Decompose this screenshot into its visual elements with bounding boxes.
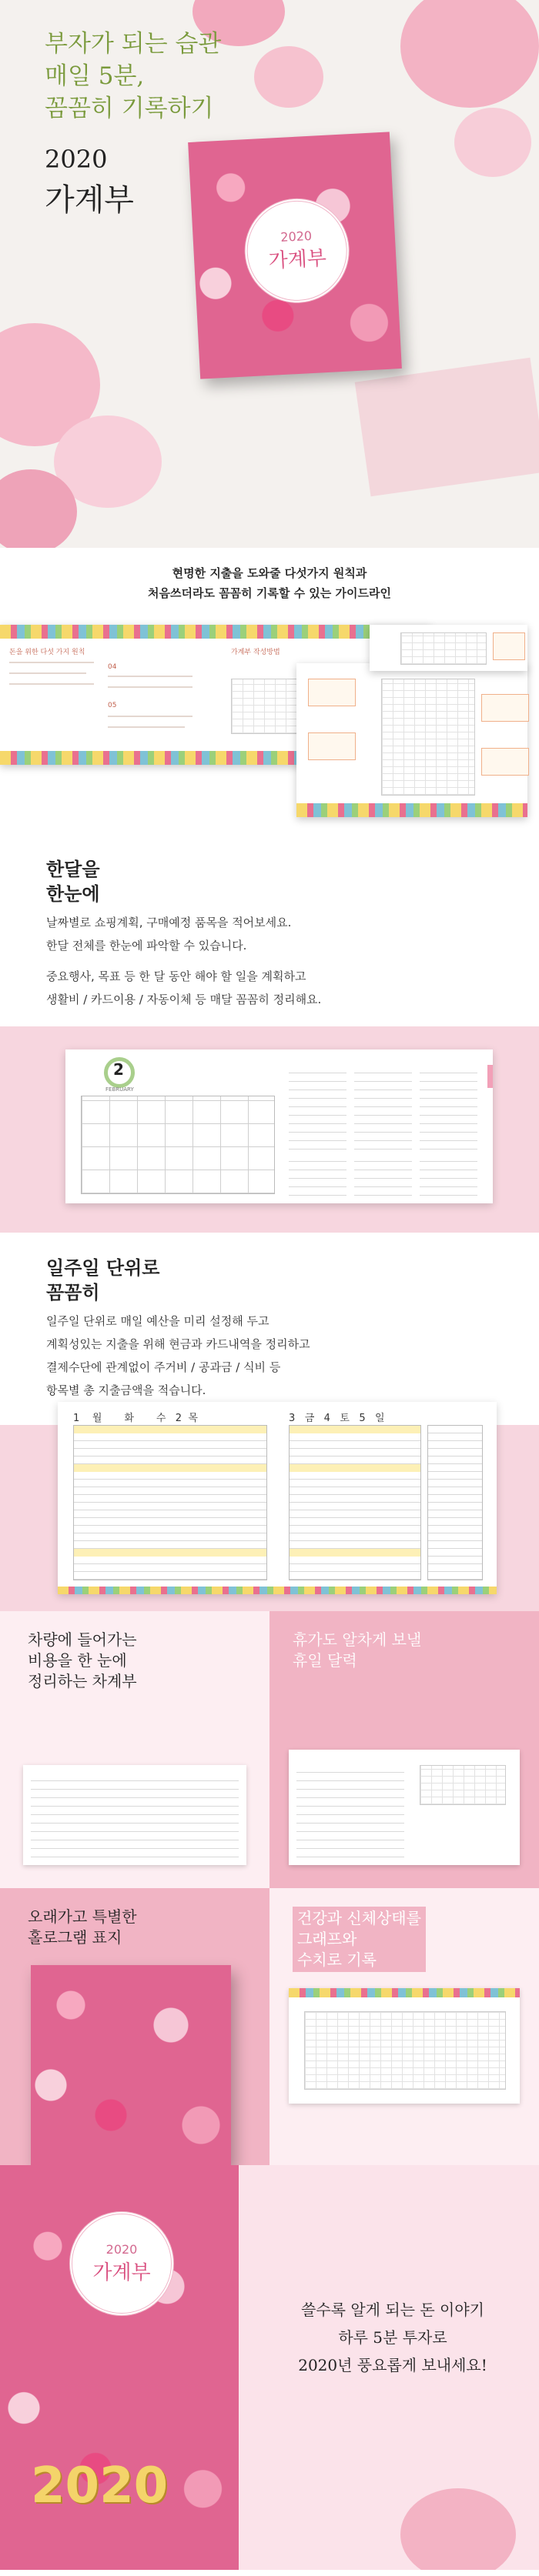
monthly-title: 한달을 한눈에	[46, 859, 100, 905]
weekly-planner: 1 월 화 수 2 목 3 금 4 토 5 일	[58, 1402, 497, 1594]
hologram-year: 2020	[31, 2458, 169, 2514]
feature-health-record: 건강과 신체상태를 그래프와 수치로 기록	[270, 1888, 539, 2165]
pink-envelope	[355, 358, 539, 497]
rose-decoration	[400, 2488, 516, 2570]
hero-section	[0, 0, 539, 548]
right-page-heading: 가계부 작성방법	[231, 649, 280, 656]
cover-closeup: 2020 가계부 2020	[0, 2165, 239, 2570]
monthly-description: 날짜별로 쇼핑계획, 구매예정 품목을 적어보세요. 한달 전체를 한눈에 파악할 수 있습니다. 중요행사, 목표 등 한 달 동안 해야 할 일을 계획하고 생활비 / 카드이용 / 자동이체 등 매달 꼼꼼히 정리해요.	[46, 916, 322, 1006]
rose-decoration	[400, 0, 539, 108]
rose-decoration	[454, 108, 531, 177]
left-page-heading: 돈을 위한 다섯 가지 원칙	[9, 649, 85, 656]
calendar-grid	[81, 1096, 275, 1194]
guide-section	[0, 548, 539, 834]
feature-holiday-calendar: 휴가도 알차게 보낼 휴일 달력	[270, 1611, 539, 1888]
hero-title: 가계부	[45, 182, 134, 218]
weekly-section	[0, 1233, 539, 1611]
book-cover	[188, 132, 402, 379]
closing-section	[0, 2165, 539, 2570]
closing-text: 쓸수록 알게 되는 돈 이야기 하루 5분 투자로 2020년 풍요롭게 보내세요!	[298, 2301, 487, 2374]
monthly-planner	[65, 1049, 493, 1203]
weekly-title: 일주일 단위로 꼼꼼히	[46, 1257, 160, 1303]
bookmark-tab	[487, 1065, 493, 1088]
month-number: 2	[113, 1060, 124, 1079]
guide-headline: 현명한 지출을 도와줄 다섯가지 원칙과 처음쓰더라도 꼼꼼히 기록할 수 있는 가이드라인	[148, 566, 391, 600]
weekly-description: 일주일 단위로 매일 예산을 미리 설정해 두고 계획성있는 지출을 위해 현금과 카드내역을 정리하고 결제수단에 관계없이 주거비 / 공과금 / 식비 등 항목별 총 지출금액을 적습니다.	[46, 1314, 310, 1397]
weekly-ledger-left	[73, 1425, 267, 1580]
feature-hologram-cover: 오래가고 특별한 홀로그램 표지	[0, 1888, 270, 2165]
hologram-book	[31, 1965, 231, 2165]
cover-emblem: 2020 가계부	[242, 195, 352, 305]
guide-spread: 돈을 위한 다섯 가지 원칙 가계부 작성방법 04 05	[0, 625, 431, 765]
weekly-ledger-right	[289, 1425, 421, 1580]
feature-car-log: 차량에 들어가는 비용을 한 눈에 정리하는 차계부	[0, 1611, 270, 1888]
monthly-section	[0, 834, 539, 1233]
rose-decoration	[254, 46, 323, 108]
hero-tagline: 부자가 되는 습관 매일 5분, 꼼꼼히 기록하기	[45, 30, 222, 122]
weekly-summary	[427, 1425, 483, 1580]
features-grid	[0, 1611, 539, 2165]
hero-year: 2020	[45, 145, 108, 174]
month-name: FEBRUARY	[105, 1086, 134, 1093]
guide-spread-detail	[296, 663, 527, 817]
